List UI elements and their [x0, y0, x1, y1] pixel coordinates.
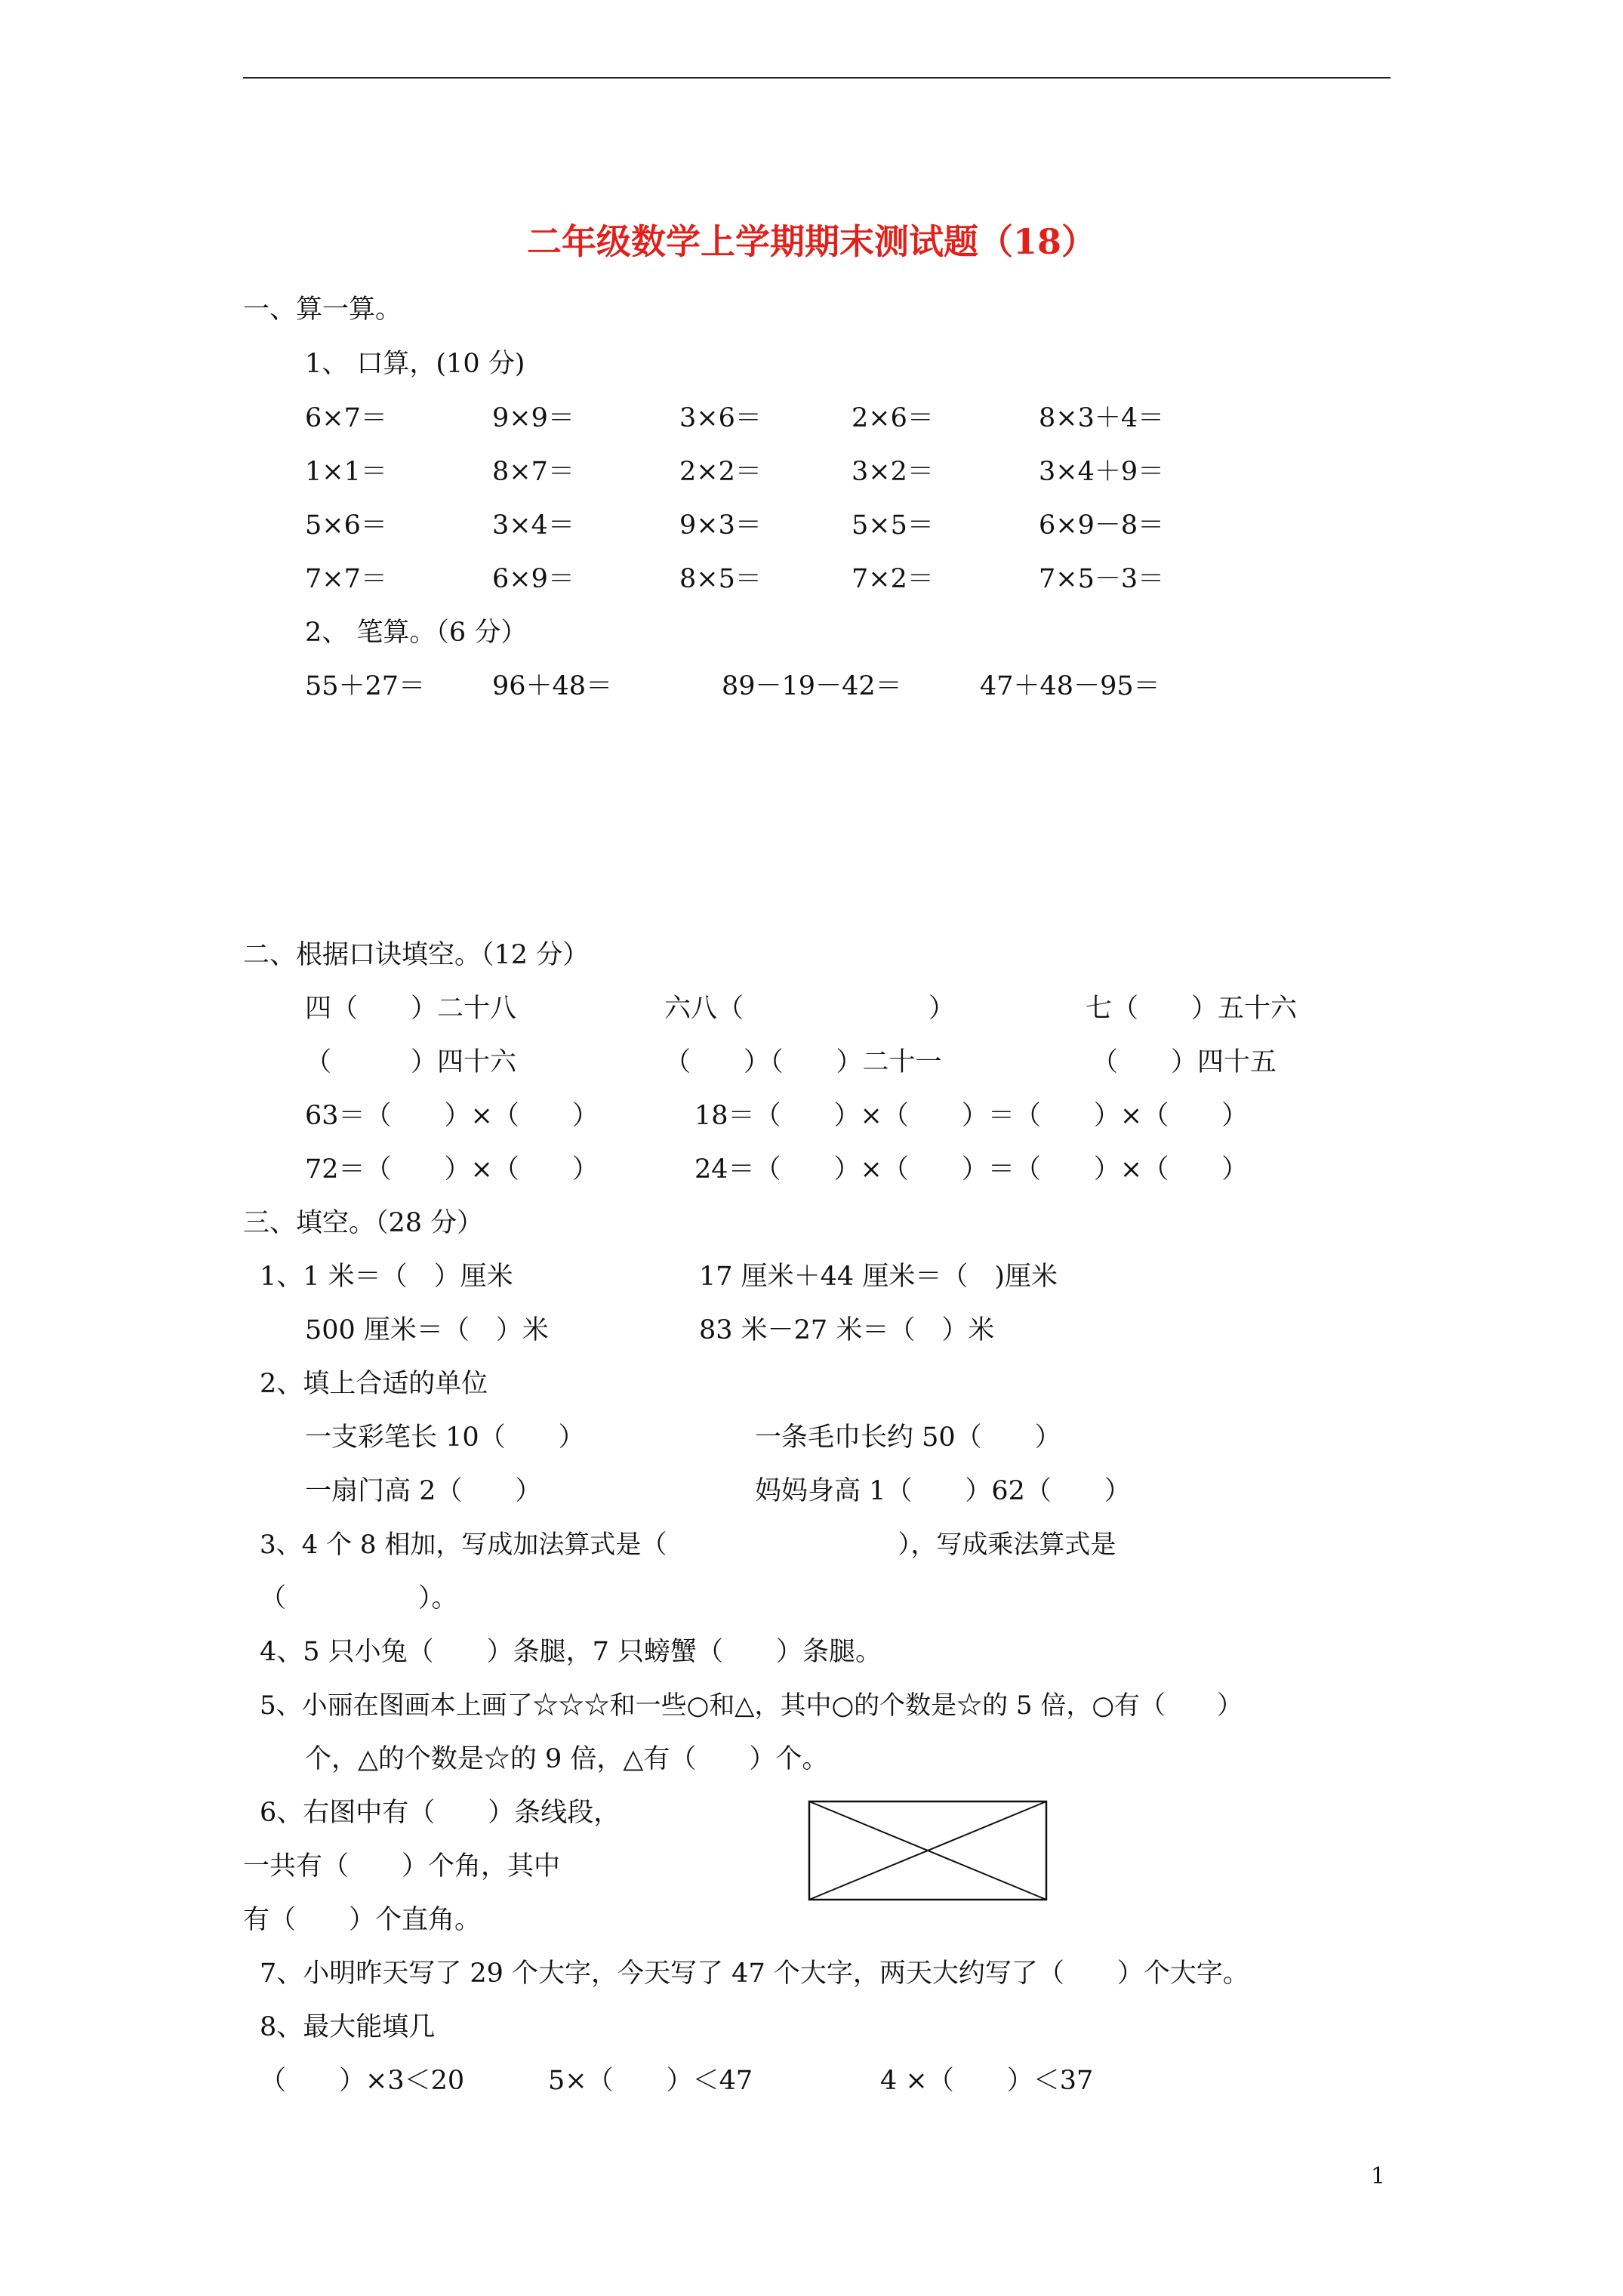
fill-blank: 七（ ）五十六	[1086, 994, 1298, 1024]
section-2-heading: 二、根据口诀填空。（12 分）	[243, 940, 590, 970]
oral-problem: 7×7＝	[305, 564, 387, 594]
fill-blank: 一支彩笔长 10（ ）	[305, 1422, 585, 1453]
oral-problem: 3×4＋9＝	[1039, 457, 1165, 487]
question-3-3-cont: （ ）。	[260, 1583, 458, 1613]
question-3-4: 4、5 只小兔（ ）条腿，7 只螃蟹（ ）条腿。	[260, 1637, 882, 1667]
fill-blank: 一条毛巾长约 50（ ）	[755, 1422, 1061, 1453]
fill-blank: 5×（ ）＜47	[548, 2066, 753, 2096]
fill-blank: 63＝（ ）×（ ）	[305, 1101, 599, 1131]
fill-blank: 一扇门高 2（ ）	[305, 1476, 542, 1506]
oral-problem: 3×4＝	[492, 510, 574, 541]
question-3-6-cont: 有（ ）个直角。	[243, 1905, 482, 1935]
fill-blank: （ ）×3＜20	[260, 2066, 465, 2096]
crossed-rectangle-figure	[808, 1800, 1049, 1906]
page-number: 1	[1371, 2163, 1386, 2190]
oral-problem: 3×2＝	[852, 457, 934, 487]
question-3-8-label: 8、最大能填几	[260, 2012, 436, 2042]
oral-problem: 1×1＝	[305, 457, 387, 487]
question-3-7: 7、小明昨天写了 29 个大字，今天写了 47 个大字，两天大约写了（ ）个大字。	[260, 1959, 1249, 1989]
fill-blank: 83 米－27 米＝（ ）米	[699, 1315, 995, 1345]
oral-problem: 7×5－3＝	[1039, 564, 1165, 594]
written-problem: 55＋27＝	[305, 671, 426, 701]
fill-blank: 妈妈身高 1（ ）62（ ）	[755, 1476, 1131, 1506]
question-3-5-cont: 个，△的个数是☆的 9 倍，△有（ ）个。	[305, 1744, 829, 1774]
question-1-2-label: 2、 笔算。（6 分）	[305, 618, 528, 648]
oral-problem: 8×5＝	[679, 564, 762, 594]
oral-problem: 5×5＝	[852, 510, 934, 541]
oral-problem: 2×6＝	[852, 403, 934, 433]
question-3-3: 3、4 个 8 相加，写成加法算式是（ ），写成乘法算式是	[260, 1530, 1116, 1560]
fill-blank: （ ）四十五	[1092, 1047, 1277, 1077]
question-3-2-label: 2、填上合适的单位	[260, 1369, 488, 1399]
fill-blank: （ ）四十六	[305, 1047, 517, 1077]
oral-problem: 3×6＝	[679, 403, 762, 433]
question-3-6: 6、右图中有（ ）条线段，	[260, 1798, 621, 1828]
oral-problem: 6×7＝	[305, 403, 387, 433]
oral-problem: 2×2＝	[679, 457, 762, 487]
fill-blank: 4 ×（ ）＜37	[880, 2066, 1094, 2096]
written-problem: 96＋48＝	[492, 671, 613, 701]
fill-blank: 500 厘米＝（ ）米	[305, 1315, 549, 1345]
oral-problem: 6×9－8＝	[1039, 510, 1165, 541]
page-title: 二年级数学上学期期末测试题（18）	[526, 221, 1096, 262]
section-1-heading: 一、算一算。	[243, 294, 402, 325]
oral-problem: 8×3＋4＝	[1039, 403, 1165, 433]
section-3-heading: 三、填空。（28 分）	[243, 1208, 484, 1238]
fill-blank: 1、1 米＝（ ）厘米	[260, 1262, 513, 1292]
oral-problem: 6×9＝	[492, 564, 574, 594]
written-problem: 89－19－42＝	[722, 671, 902, 701]
fill-blank: （ ）（ ）二十一	[664, 1047, 942, 1077]
fill-blank: 18＝（ ）×（ ）＝（ ）×（ ）	[694, 1101, 1249, 1131]
oral-problem: 5×6＝	[305, 510, 387, 541]
oral-problem: 9×3＝	[679, 510, 762, 541]
fill-blank: 四（ ）二十八	[305, 994, 517, 1024]
fill-blank: 六八（ ）	[664, 994, 956, 1024]
question-3-6-cont: 一共有（ ）个角，其中	[243, 1851, 561, 1881]
oral-problem: 7×2＝	[852, 564, 934, 594]
header-rule	[243, 77, 1390, 79]
oral-problem: 9×9＝	[492, 403, 574, 433]
written-problem: 47＋48－95＝	[980, 671, 1160, 701]
fill-blank: 17 厘米＋44 厘米＝（ )厘米	[699, 1262, 1058, 1292]
oral-problem: 8×7＝	[492, 457, 574, 487]
question-3-5: 5、小丽在图画本上画了☆☆☆和一些○和△，其中○的个数是☆的 5 倍，○有（ ）	[260, 1690, 1243, 1721]
fill-blank: 72＝（ ）×（ ）	[305, 1154, 599, 1185]
fill-blank: 24＝（ ）×（ ）＝（ ）×（ ）	[694, 1154, 1249, 1185]
question-1-1-label: 1、 口算，(10 分)	[305, 349, 525, 379]
